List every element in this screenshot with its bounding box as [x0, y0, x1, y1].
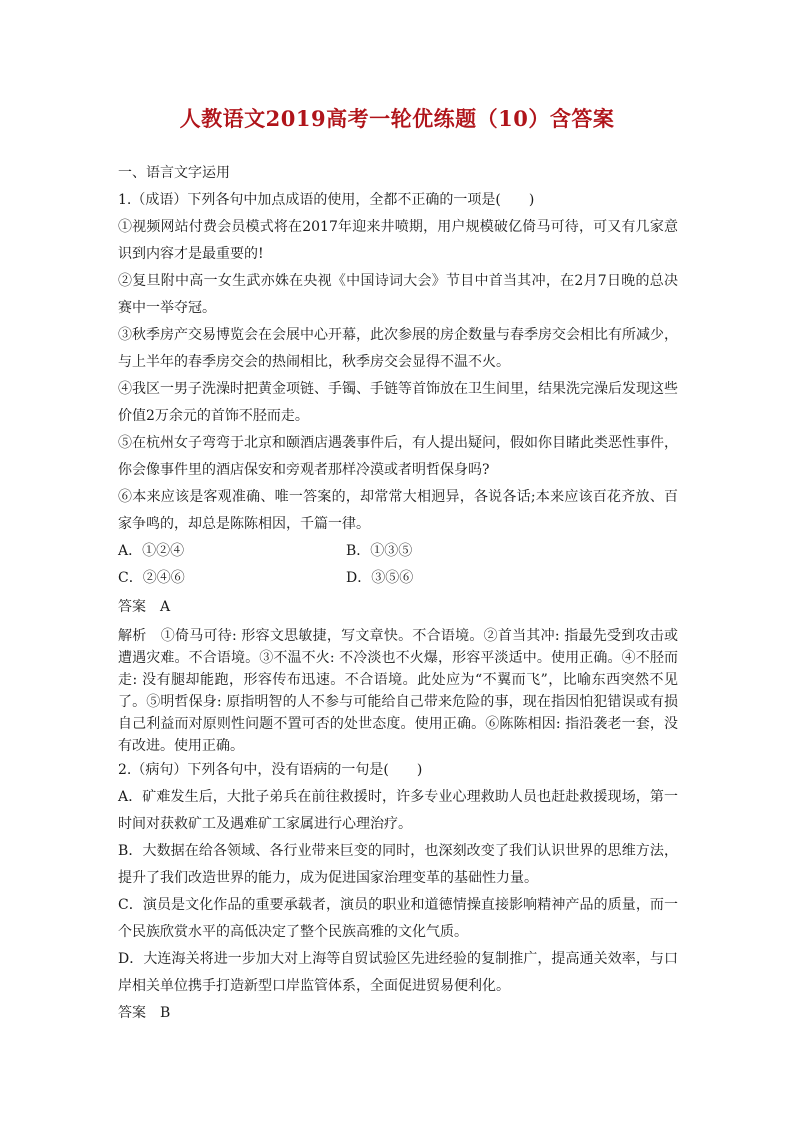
q2-option-b-line-2: 提升了我们改造世界的能力，成为促进国家治理变革的基础性力量。 — [118, 870, 538, 886]
q2-option-c-line-2: 个民族欣赏水平的高低决定了整个民族高雅的文化气质。 — [118, 924, 468, 940]
q1-options-row-1 — [118, 538, 678, 565]
section-heading: 一、语言文字运用 — [118, 165, 230, 181]
analysis-line: 自己利益而对原则性问题不置可否的处世态度。使用正确。⑥陈陈相因: 指沿袭老一套，没 — [118, 716, 678, 732]
q1-item-5-line-2: 你会像事件里的酒店保安和旁观者那样冷漠或者明哲保身吗? — [118, 462, 490, 478]
q1-answer: 答案 A — [118, 599, 171, 615]
q1-item-1-line-2: 识到内容才是最重要的! — [118, 246, 264, 262]
q1-item-4-line-2: 价值2万余元的首饰不胫而走。 — [118, 408, 309, 424]
q2-option-a-line-2: 时间对获救矿工及遇难矿工家属进行心理治疗。 — [118, 816, 412, 832]
q1-item-5-line-1: ⑤在杭州女子弯弯于北京和颐酒店遇袭事件后，有人提出疑问，假如你目睹此类恶性事件， — [118, 435, 678, 451]
analysis-line: 有改进。使用正确。 — [118, 738, 244, 754]
document-body — [118, 160, 678, 1027]
analysis-line: 走: 没有腿却能跑，形容传布迅速。不合语境。此处应为“不翼而飞”，比喻东西突然不见 — [118, 672, 678, 688]
q1-options-row-2 — [118, 565, 678, 592]
page-title: 人教语文2019高考一轮优练题（10）含答案 — [179, 106, 615, 131]
q1-item-6-line-1: ⑥本来应该是客观准确、唯一答案的，却常常大相迥异，各说各话;本来应该百花齐放、百 — [118, 489, 678, 505]
q1-analysis — [118, 625, 678, 757]
q2-option-b-line-1: B．大数据在给各领域、各行业带来巨变的同时，也深刻改变了我们认识世界的思维方法， — [118, 843, 678, 859]
q2-answer: 答案 B — [118, 1005, 171, 1021]
q1-item-3-line-1: ③秋季房产交易博览会在会展中心开幕，此次参展的房企数量与春季房交会相比有所减少， — [118, 327, 678, 343]
q1-item-2-line-2: 赛中一举夺冠。 — [118, 300, 216, 316]
q2-option-d-line-2: 岸相关单位携手打造新型口岸监管体系，全面促进贸易便利化。 — [118, 978, 510, 994]
q2-option-c-line-1: C．演员是文化作品的重要承载者，演员的职业和道德情操直接影响精神产品的质量，而一 — [118, 897, 678, 913]
q1-item-4-line-1: ④我区一男子洗澡时把黄金项链、手镯、手链等首饰放在卫生间里，结果洗完澡后发现这些 — [118, 381, 678, 397]
question-1-stem: 1.（成语）下列各句中加点成语的使用，全都不正确的一项是( ) — [118, 192, 535, 208]
q1-item-6-line-2: 家争鸣的，却总是陈陈相因，千篇一律。 — [118, 516, 370, 532]
question-2-stem: 2.（病句）下列各句中，没有语病的一句是( ) — [118, 762, 423, 778]
q1-item-2-line-1: ②复旦附中高一女生武亦姝在央视《中国诗词大会》节目中首当其冲，在2月7日晚的总决 — [118, 273, 678, 289]
q1-option-a: A．①②④ — [118, 543, 185, 559]
q1-item-1-line-1: ①视频网站付费会员模式将在2017年迎来井喷期，用户规模破亿倚马可待，可又有几家意 — [118, 219, 678, 235]
q1-option-c: C．②④⑥ — [118, 570, 185, 586]
analysis-line: 了。⑤明哲保身: 原指明智的人不参与可能给自己带来危险的事，现在指因怕犯错误或有损 — [118, 694, 678, 710]
q2-option-d-line-1: D．大连海关将进一步加大对上海等自贸试验区先进经验的复制推广，提高通关效率，与口 — [118, 951, 678, 967]
analysis-line: 遭遇灾难。不合语境。③不温不火: 不冷淡也不火爆，形容平淡适中。使用正确。④不胫而 — [118, 650, 678, 666]
q2-option-a-line-1: A．矿难发生后，大批子弟兵在前往救援时，许多专业心理救助人员也赶赴救援现场，第一 — [118, 789, 678, 805]
q1-option-b: B．①③⑤ — [346, 543, 413, 559]
analysis-line: 解析 ①倚马可待: 形容文思敏捷，写文章快。不合语境。②首当其冲: 指最先受到攻击或 — [118, 628, 678, 644]
q1-item-3-line-2: 与上半年的春季房交会的热闹相比，秋季房交会显得不温不火。 — [118, 354, 510, 370]
q1-option-d: D．③⑤⑥ — [346, 570, 414, 586]
